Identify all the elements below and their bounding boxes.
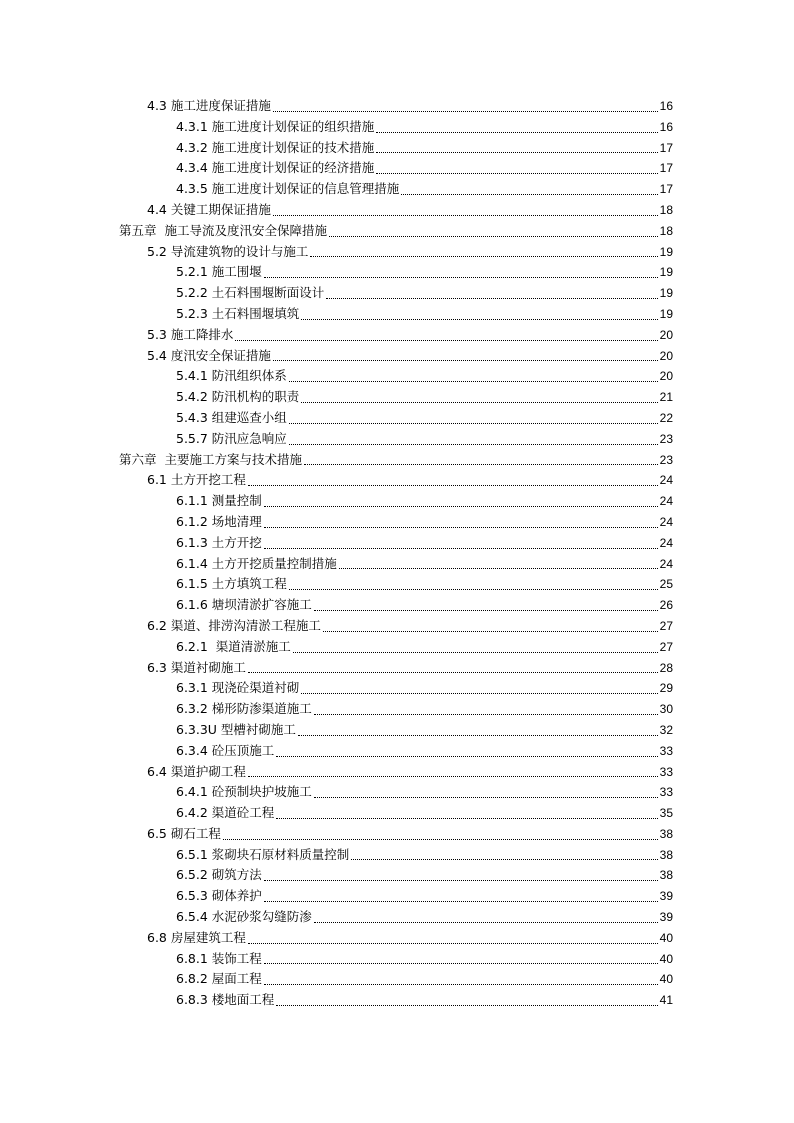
toc-dot-leader — [273, 215, 658, 216]
toc-entry-page-number: 33 — [659, 785, 673, 800]
toc-entry-page-number: 41 — [659, 993, 673, 1008]
toc-dot-leader — [273, 360, 658, 361]
toc-entry-title: 6.3.2 梯形防渗渠道施工 — [176, 701, 312, 717]
toc-entry-page-number: 22 — [659, 410, 673, 425]
toc-entry[interactable] — [0, 616, 794, 637]
toc-entry[interactable] — [0, 242, 794, 263]
toc-entry[interactable] — [0, 200, 794, 221]
toc-entry[interactable] — [0, 990, 794, 1011]
toc-dot-leader — [339, 568, 658, 569]
toc-entry[interactable] — [0, 865, 794, 886]
toc-entry-title: 5.4.2 防汛机构的职责 — [176, 389, 300, 405]
toc-entry-page-number: 38 — [659, 868, 673, 883]
toc-entry-page-number: 40 — [659, 951, 673, 966]
toc-entry-title: 6.3.4 砼压顶施工 — [176, 742, 275, 758]
toc-entry-title: 5.4.1 防汛组织体系 — [176, 368, 287, 384]
toc-entry-title: 5.4 度汛安全保证措施 — [147, 347, 271, 363]
toc-entry-page-number: 23 — [659, 431, 673, 446]
toc-entry-title: 5.4.3 组建巡查小组 — [176, 409, 287, 425]
toc-entry-page-number: 20 — [659, 327, 673, 342]
toc-entry-page-number: 16 — [659, 119, 673, 134]
toc-entry-page-number: 19 — [659, 286, 673, 301]
toc-entry-page-number: 19 — [659, 265, 673, 280]
toc-entry-page-number: 24 — [659, 473, 673, 488]
toc-entry-title: 4.3.2 施工进度计划保证的技术措施 — [176, 139, 375, 155]
toc-dot-leader — [273, 111, 658, 112]
toc-dot-leader — [276, 1005, 657, 1006]
toc-entry-page-number: 19 — [659, 306, 673, 321]
toc-dot-leader — [289, 423, 658, 424]
toc-dot-leader — [248, 943, 658, 944]
toc-dot-leader — [289, 444, 658, 445]
toc-entry-page-number: 38 — [659, 826, 673, 841]
toc-dot-leader — [301, 319, 657, 320]
toc-entry-page-number: 27 — [659, 639, 673, 654]
toc-dot-leader — [248, 776, 658, 777]
toc-entry-title: 5.2 导流建筑物的设计与施工 — [147, 243, 309, 259]
toc-entry-page-number: 24 — [659, 535, 673, 550]
toc-entry-page-number: 32 — [659, 722, 673, 737]
toc-entry-title: 6.8.3 楼地面工程 — [176, 992, 275, 1008]
toc-entry-page-number: 24 — [659, 514, 673, 529]
toc-entry-page-number: 17 — [659, 161, 673, 176]
toc-entry-title: 5.2.3 土石料围堰填筑 — [176, 305, 300, 321]
toc-entry-page-number: 20 — [659, 369, 673, 384]
toc-dot-leader — [376, 132, 657, 133]
toc-entry[interactable] — [0, 554, 794, 575]
toc-entry-page-number: 40 — [659, 972, 673, 987]
toc-entry[interactable] — [0, 429, 794, 450]
toc-dot-leader — [264, 901, 658, 902]
toc-dot-leader — [351, 859, 657, 860]
toc-entry-page-number: 16 — [659, 99, 673, 113]
toc-entry-title: 5.3 施工降排水 — [147, 326, 234, 342]
toc-entry[interactable] — [0, 179, 794, 200]
toc-entry-title: 5.2.1 施工围堰 — [176, 264, 262, 280]
toc-entry-title: 6.3 渠道衬砌施工 — [147, 659, 246, 675]
toc-dot-leader — [264, 527, 658, 528]
toc-entry[interactable] — [0, 907, 794, 928]
toc-dot-leader — [264, 984, 658, 985]
toc-entry-page-number: 40 — [659, 930, 673, 945]
toc-entry[interactable] — [0, 678, 794, 699]
toc-entry-title: 6.4 渠道护砌工程 — [147, 763, 246, 779]
toc-entry[interactable] — [0, 96, 794, 117]
toc-entry[interactable] — [0, 658, 794, 679]
toc-entry[interactable] — [0, 886, 794, 907]
toc-entry-title: 第五章 施工导流及度汛安全保障措施 — [119, 222, 327, 238]
toc-dot-leader — [248, 485, 658, 486]
toc-entry-page-number: 35 — [659, 806, 673, 821]
toc-dot-leader — [329, 236, 658, 237]
toc-entry-title: 第六章 主要施工方案与技术措施 — [119, 451, 302, 467]
toc-dot-leader — [301, 402, 657, 403]
toc-entry[interactable] — [0, 450, 794, 471]
toc-entry[interactable] — [0, 533, 794, 554]
toc-entry-title: 4.3.5 施工进度计划保证的信息管理措施 — [176, 181, 400, 197]
toc-entry[interactable] — [0, 845, 794, 866]
toc-entry-title: 4.3.1 施工进度计划保证的组织措施 — [176, 118, 375, 134]
toc-entry-title: 6.8.1 装饰工程 — [176, 950, 262, 966]
toc-entry-title: 6.1.2 场地清理 — [176, 513, 262, 529]
toc-entry[interactable] — [0, 117, 794, 138]
toc-entry-page-number: 21 — [659, 390, 673, 405]
toc-entry[interactable] — [0, 262, 794, 283]
toc-entry-page-number: 18 — [659, 223, 673, 238]
toc-entry-title: 4.3.4 施工进度计划保证的经济措施 — [176, 160, 375, 176]
toc-entry-page-number: 33 — [659, 743, 673, 758]
toc-dot-leader — [376, 152, 657, 153]
toc-dot-leader — [293, 652, 658, 653]
toc-entry[interactable] — [0, 699, 794, 720]
toc-dot-leader — [264, 506, 658, 507]
toc-entry[interactable] — [0, 741, 794, 762]
toc-dot-leader — [314, 714, 658, 715]
toc-entry-page-number: 28 — [659, 660, 673, 675]
toc-entry-page-number: 20 — [659, 348, 673, 363]
toc-entry-title: 6.1.1 测量控制 — [176, 493, 262, 509]
toc-dot-leader — [323, 631, 658, 632]
toc-entry-title: 5.2.2 土石料围堰断面设计 — [176, 285, 325, 301]
toc-dot-leader — [401, 194, 657, 195]
toc-entry[interactable] — [0, 595, 794, 616]
toc-entry[interactable] — [0, 949, 794, 970]
toc-entry-title: 6.3.3U 型槽衬砌施工 — [176, 721, 296, 737]
toc-dot-leader — [301, 693, 657, 694]
toc-entry[interactable] — [0, 470, 794, 491]
toc-entry-title: 6.8 房屋建筑工程 — [147, 929, 246, 945]
toc-dot-leader — [248, 672, 658, 673]
toc-dot-leader — [276, 818, 657, 819]
toc-entry[interactable] — [0, 366, 794, 387]
toc-entry-title: 6.1.5 土方填筑工程 — [176, 576, 287, 592]
toc-entry-page-number: 24 — [659, 556, 673, 571]
toc-dot-leader — [264, 548, 658, 549]
table-of-contents — [0, 96, 794, 1011]
toc-dot-leader — [264, 880, 658, 881]
toc-entry-page-number: 27 — [659, 618, 673, 633]
toc-dot-leader — [298, 735, 658, 736]
toc-entry[interactable] — [0, 283, 794, 304]
toc-entry[interactable] — [0, 304, 794, 325]
toc-dot-leader — [289, 381, 658, 382]
toc-entry-title: 6.3.1 现浇砼渠道衬砌 — [176, 680, 300, 696]
toc-entry-page-number: 19 — [659, 244, 673, 259]
toc-entry[interactable] — [0, 512, 794, 533]
toc-entry-title: 6.2.1 渠道清淤施工 — [176, 638, 291, 654]
toc-dot-leader — [235, 340, 657, 341]
toc-entry-title: 6.5 砌石工程 — [147, 825, 221, 841]
toc-dot-leader — [314, 610, 658, 611]
toc-dot-leader — [304, 464, 658, 465]
toc-dot-leader — [223, 839, 658, 840]
toc-entry[interactable] — [0, 762, 794, 783]
toc-dot-leader — [314, 797, 658, 798]
toc-entry-title: 4.3 施工进度保证措施 — [147, 98, 271, 113]
toc-entry-title: 6.5.3 砌体养护 — [176, 888, 262, 904]
toc-entry-page-number: 30 — [659, 702, 673, 717]
toc-dot-leader — [314, 922, 658, 923]
toc-entry-page-number: 29 — [659, 681, 673, 696]
toc-dot-leader — [310, 256, 657, 257]
toc-entry-title: 6.4.1 砼预制块护坡施工 — [176, 784, 312, 800]
toc-entry-page-number: 26 — [659, 598, 673, 613]
toc-entry[interactable] — [0, 824, 794, 845]
toc-entry[interactable] — [0, 138, 794, 159]
toc-entry[interactable] — [0, 325, 794, 346]
toc-entry-title: 6.4.2 渠道砼工程 — [176, 805, 275, 821]
toc-entry-title: 6.5.4 水泥砂浆勾缝防渗 — [176, 909, 312, 925]
toc-entry-title: 6.8.2 屋面工程 — [176, 971, 262, 987]
toc-dot-leader — [289, 589, 658, 590]
toc-dot-leader — [264, 963, 658, 964]
toc-entry[interactable] — [0, 928, 794, 949]
toc-entry[interactable] — [0, 574, 794, 595]
toc-dot-leader — [376, 173, 657, 174]
toc-entry-page-number: 18 — [659, 202, 673, 217]
toc-entry-title: 6.2 渠道、排涝沟清淤工程施工 — [147, 617, 321, 633]
toc-entry[interactable] — [0, 221, 794, 242]
toc-entry-page-number: 24 — [659, 494, 673, 509]
toc-entry-page-number: 25 — [659, 577, 673, 592]
toc-entry-page-number: 33 — [659, 764, 673, 779]
toc-entry-title: 4.4 关键工期保证措施 — [147, 201, 271, 217]
toc-entry[interactable] — [0, 782, 794, 803]
toc-entry[interactable] — [0, 346, 794, 367]
toc-entry-title: 6.1 土方开挖工程 — [147, 472, 246, 488]
toc-entry[interactable] — [0, 803, 794, 824]
toc-entry[interactable] — [0, 387, 794, 408]
toc-entry[interactable] — [0, 637, 794, 658]
toc-dot-leader — [264, 277, 658, 278]
toc-entry-title: 6.1.4 土方开挖质量控制措施 — [176, 555, 337, 571]
toc-entry-page-number: 17 — [659, 182, 673, 197]
toc-entry[interactable] — [0, 720, 794, 741]
toc-entry-title: 5.5.7 防汛应急响应 — [176, 430, 287, 446]
toc-entry[interactable] — [0, 969, 794, 990]
toc-entry-title: 6.5.2 砌筑方法 — [176, 867, 262, 883]
toc-entry-title: 6.1.6 塘坝清淤扩容施工 — [176, 597, 312, 613]
toc-entry-title: 6.5.1 浆砌块石原材料质量控制 — [176, 846, 350, 862]
toc-entry-page-number: 23 — [659, 452, 673, 467]
toc-dot-leader — [276, 756, 657, 757]
toc-entry-page-number: 39 — [659, 910, 673, 925]
toc-entry[interactable] — [0, 158, 794, 179]
toc-entry-title: 6.1.3 土方开挖 — [176, 534, 262, 550]
toc-entry-page-number: 39 — [659, 889, 673, 904]
toc-entry-page-number: 17 — [659, 140, 673, 155]
toc-dot-leader — [326, 298, 657, 299]
toc-entry[interactable] — [0, 408, 794, 429]
toc-entry[interactable] — [0, 491, 794, 512]
toc-entry-page-number: 38 — [659, 847, 673, 862]
